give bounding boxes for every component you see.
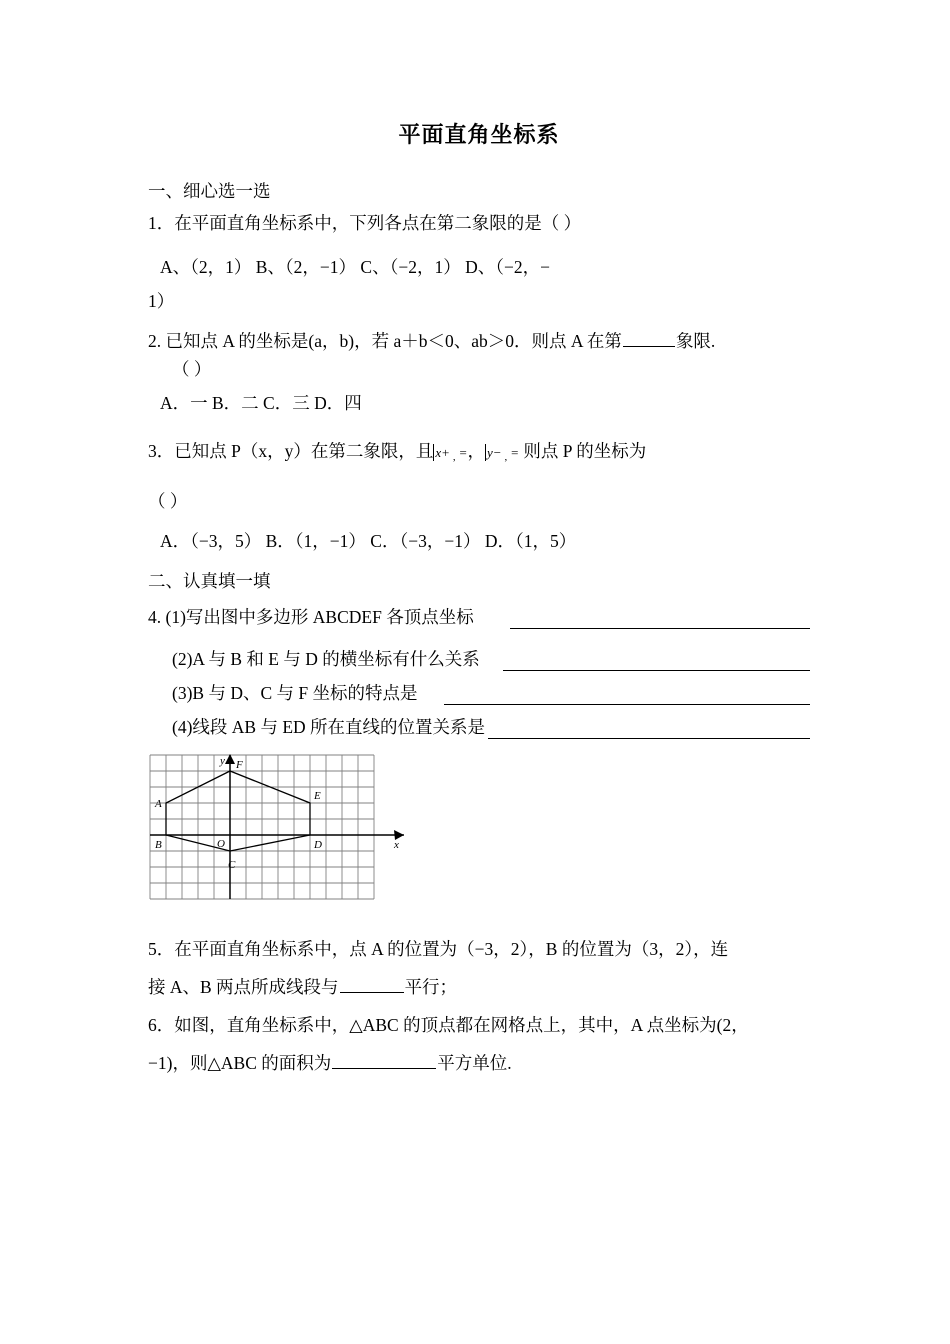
grid-lines (150, 755, 374, 899)
question-3-expression-1-comma: , (452, 451, 456, 463)
section-heading-one: 一、细心选一选 (148, 181, 271, 201)
question-3-stem-before: 3．已知点 P（x，y）在第二象限，且 (148, 441, 434, 461)
question-4-part-4: (4)线段 AB 与 ED 所在直线的位置关系是 (172, 717, 486, 737)
question-3-expression-separator: ， (467, 441, 485, 461)
page-title: 平面直角坐标系 (398, 122, 560, 147)
question-3-options: A．（−3，5） B．（1，−1） C．（−3，−1） D．（1，5） (160, 531, 577, 551)
question-6-answer-blank[interactable] (332, 1053, 436, 1069)
question-6-line-2 (148, 1052, 512, 1074)
abs-bar-icon-right (485, 444, 486, 461)
question-2-choice-paren[interactable]: （ ） (172, 359, 212, 379)
question-4-part-2-answer-line[interactable] (503, 670, 810, 671)
question-3-choice-paren[interactable]: （ ） (148, 491, 188, 511)
vertex-label-d: D (314, 839, 322, 851)
question-5-line-2 (148, 976, 457, 998)
x-axis-label: x (394, 839, 399, 851)
question-2-answer-blank[interactable] (623, 331, 675, 347)
origin-label: O (217, 838, 225, 850)
question-3-expression-1: x+ (435, 445, 450, 460)
vertex-label-b: B (155, 839, 162, 851)
question-5-answer-blank[interactable] (340, 977, 404, 993)
question-4-part-3: (3)B 与 D、C 与 F 坐标的特点是 (172, 683, 418, 703)
question-2-options: A．一 B．二 C．三 D．四 (160, 393, 362, 413)
y-axis-arrow-icon (225, 754, 235, 764)
vertex-label-e: E (314, 790, 321, 802)
question-3-expression-2-comma: , (504, 451, 508, 463)
question-2-stem-after: 象限. (675, 331, 716, 351)
section-heading-two: 二、认真填一填 (148, 571, 271, 591)
question-1-options: A、（2，1） B、（2，−1） C、（−2，1） D、（−2，− (160, 257, 550, 277)
question-1-stem: 1．在平面直角坐标系中，下列各点在第二象限的是（ ） (148, 213, 582, 233)
question-6-text-before: −1)，则△ABC 的面积为 (148, 1053, 332, 1073)
question-3-stem-after: 则点 P 的坐标为 (523, 441, 647, 461)
question-3-expression-1-equals: = (458, 445, 468, 460)
question-3-expression-2-equals: = (510, 445, 520, 460)
question-5-line-1: 5．在平面直角坐标系中，点 A 的位置为（−3，2），B 的位置为（3，2），连 (148, 939, 729, 959)
question-5-text-after: 平行； (404, 977, 458, 997)
axes (150, 754, 404, 899)
question-2-stem (148, 330, 715, 352)
question-4-part-1: 4. (1)写出图中多边形 ABCDEF 各顶点坐标 (148, 607, 474, 627)
vertex-label-f: F (236, 759, 243, 771)
question-4-part-2: (2)A 与 B 和 E 与 D 的横坐标有什么关系 (172, 649, 480, 669)
y-axis-label: y (220, 755, 225, 767)
question-3-expression-2: y− (486, 445, 502, 460)
hexagon-coordinate-diagram (148, 753, 412, 901)
question-4-part-3-answer-line[interactable] (444, 704, 810, 705)
coordinate-grid-figure (148, 753, 399, 901)
question-3-stem (148, 440, 646, 468)
question-1-options-wrap: 1） (148, 291, 175, 311)
question-6-line-1: 6．如图，直角坐标系中，△ABC 的顶点都在网格点上，其中，A 点坐标为(2， (148, 1015, 749, 1035)
question-4-part-1-answer-line[interactable] (510, 628, 810, 629)
question-4-part-4-answer-line[interactable] (488, 738, 810, 739)
vertex-label-a: A (155, 798, 162, 810)
hexagon-polygon (166, 771, 310, 851)
vertex-label-c: C (228, 859, 236, 871)
question-2-stem-before: 2. 已知点 A 的坐标是(a，b)，若 a＋b＜0、ab＞0．则点 A 在第 (148, 331, 622, 351)
question-6-text-after: 平方单位. (437, 1053, 512, 1073)
question-5-text-before: 接 A、B 两点所成线段与 (148, 977, 339, 997)
